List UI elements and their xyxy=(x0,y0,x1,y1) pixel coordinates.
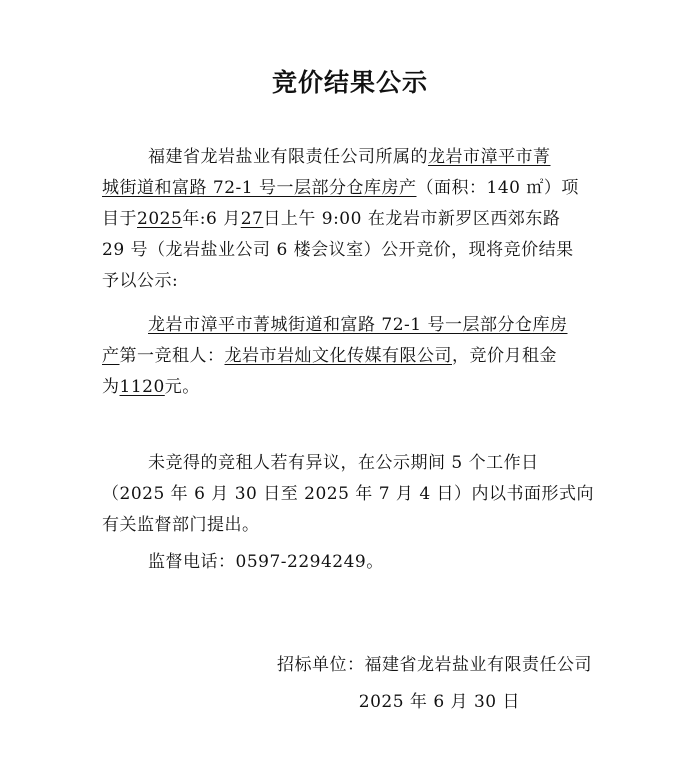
paragraph-line: （2025 年 6 月 30 日至 2025 年 7 月 4 日）内以书面形式向 xyxy=(102,484,595,504)
paragraph-auction-info xyxy=(102,142,598,297)
page-title: 竞价结果公示 xyxy=(271,68,428,97)
underlined-location: 龙岩市漳平市菁 xyxy=(428,147,551,167)
winning-bidder: 龙岩市岩灿文化传媒有限公司 xyxy=(224,346,452,366)
paragraph-line: 29 号（龙岩盐业公司 6 楼会议室）公开竞价，现将竞价结果 xyxy=(102,240,574,260)
paragraph-phone xyxy=(102,547,598,578)
paragraph-line xyxy=(102,142,598,173)
text-segment: 元。 xyxy=(164,377,200,397)
supervision-phone: 监督电话：0597-2294249。 xyxy=(148,552,384,572)
paragraph-line xyxy=(102,341,598,372)
paragraph-line: 予以公示: xyxy=(102,271,179,291)
paragraph-line xyxy=(102,173,598,204)
text-segment: 为 xyxy=(102,377,120,397)
text-segment: ，竞价月租金 xyxy=(452,346,557,366)
underlined-property-end: 产 xyxy=(102,346,120,366)
text-segment: 目于 xyxy=(102,209,137,229)
underlined-location: 城街道和富路 72-1 号一层部分仓库房产 xyxy=(102,178,417,198)
text-segment: 第一竞租人： xyxy=(119,346,225,366)
signature-block xyxy=(277,650,592,718)
paragraph-line xyxy=(102,372,598,403)
rent-amount: 1120 xyxy=(119,377,165,397)
paragraph-line xyxy=(102,204,598,235)
issue-date: 2025 年 6 月 30 日 xyxy=(358,692,520,712)
text-segment: 福建省龙岩盐业有限责任公司所属的 xyxy=(148,147,428,167)
auction-day: 27 xyxy=(240,209,264,229)
text-segment: 日上午 9:00 在龙岩市新罗区西郊东路 xyxy=(263,209,561,229)
text-segment: 年:6 月 xyxy=(182,209,241,229)
issuing-unit: 招标单位：福建省龙岩盐业有限责任公司 xyxy=(277,655,592,675)
underlined-property: 龙岩市漳平市菁城街道和富路 72-1 号一层部分仓库房 xyxy=(148,315,568,335)
text-segment: （面积：140 ㎡）项 xyxy=(416,178,579,198)
paragraph-line: 未竞得的竞租人若有异议，在公示期间 5 个工作日 xyxy=(148,453,539,473)
paragraph-line xyxy=(102,310,598,341)
paragraph-objection xyxy=(102,448,598,541)
paragraph-result xyxy=(102,310,598,403)
paragraph-line: 有关监督部门提出。 xyxy=(102,515,260,535)
auction-year: 2025 xyxy=(137,209,183,229)
